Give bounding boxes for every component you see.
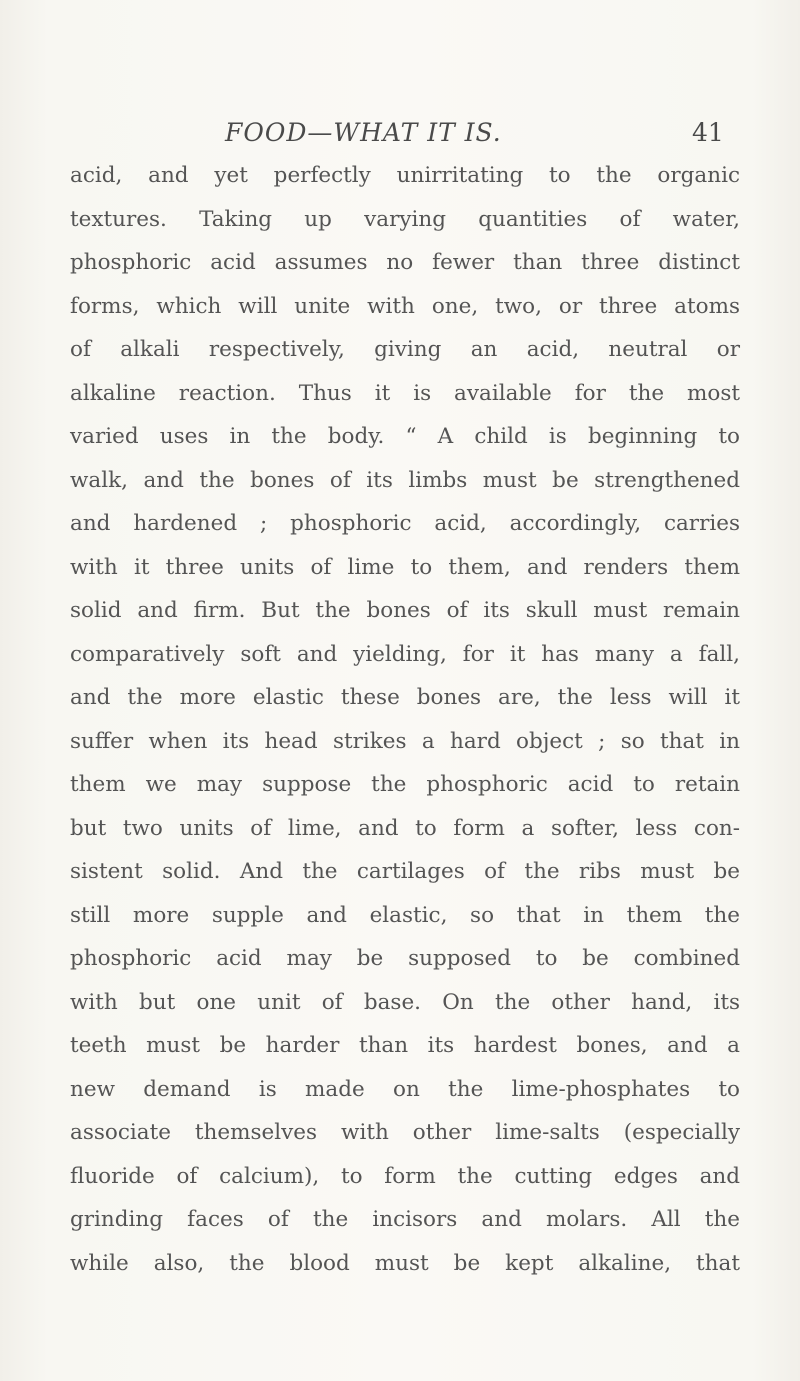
text-line: them we may suppose the phosphoric acid to retain bbox=[70, 772, 740, 797]
text-line: comparatively soft and yielding, for it has many a fall, bbox=[70, 641, 740, 667]
text-line: with but one unit of base. On the other hand, its bbox=[70, 989, 740, 1015]
text-line: of alkali respectively, giving an acid, neutral or bbox=[70, 337, 740, 362]
text-line: associate themselves with other lime-salts (especially bbox=[70, 1120, 740, 1145]
text-line: sistent solid. And the cartilages of the ribs must be bbox=[70, 859, 740, 884]
text-line: with it three units of lime to them, and renders them bbox=[70, 554, 740, 580]
text-line: still more supple and elastic, so that in them the bbox=[70, 902, 740, 928]
body-paragraph bbox=[70, 154, 740, 1285]
running-title: FOOD—WHAT IT IS. bbox=[225, 118, 502, 147]
page-number: 41 bbox=[692, 118, 724, 147]
text-line: forms, which will unite with one, two, or three atoms bbox=[70, 293, 740, 319]
text-line: new demand is made on the lime-phosphates to bbox=[70, 1076, 740, 1102]
text-line: alkaline reaction. Thus it is available for the most bbox=[70, 380, 740, 406]
text-line: solid and firm. But the bones of its skull must remain bbox=[70, 598, 740, 623]
text-line: but two units of lime, and to form a softer, less con- bbox=[70, 815, 740, 841]
text-line: teeth must be harder than its hardest bones, and a bbox=[70, 1033, 740, 1058]
text-line: suffer when its head strikes a hard object ; so that in bbox=[70, 728, 740, 754]
text-line: varied uses in the body. “ A child is beginning to bbox=[70, 424, 740, 449]
text-line: while also, the blood must be kept alkaline, that bbox=[70, 1250, 740, 1276]
page-header bbox=[0, 118, 800, 158]
text-line: acid, and yet perfectly unirritating to the organic bbox=[70, 163, 740, 188]
text-line: grinding faces of the incisors and molars. All the bbox=[70, 1207, 740, 1232]
text-line: and the more elastic these bones are, the less will it bbox=[70, 685, 740, 710]
text-line: textures. Taking up varying quantities of water, bbox=[70, 206, 740, 232]
text-line: phosphoric acid may be supposed to be combined bbox=[70, 946, 740, 971]
text-line: and hardened ; phosphoric acid, accordingly, carries bbox=[70, 511, 740, 536]
text-line: fluoride of calcium), to form the cutting edges and bbox=[70, 1163, 740, 1189]
text-line: walk, and the bones of its limbs must be strengthened bbox=[70, 467, 740, 493]
text-line: phosphoric acid assumes no fewer than three distinct bbox=[70, 250, 740, 275]
